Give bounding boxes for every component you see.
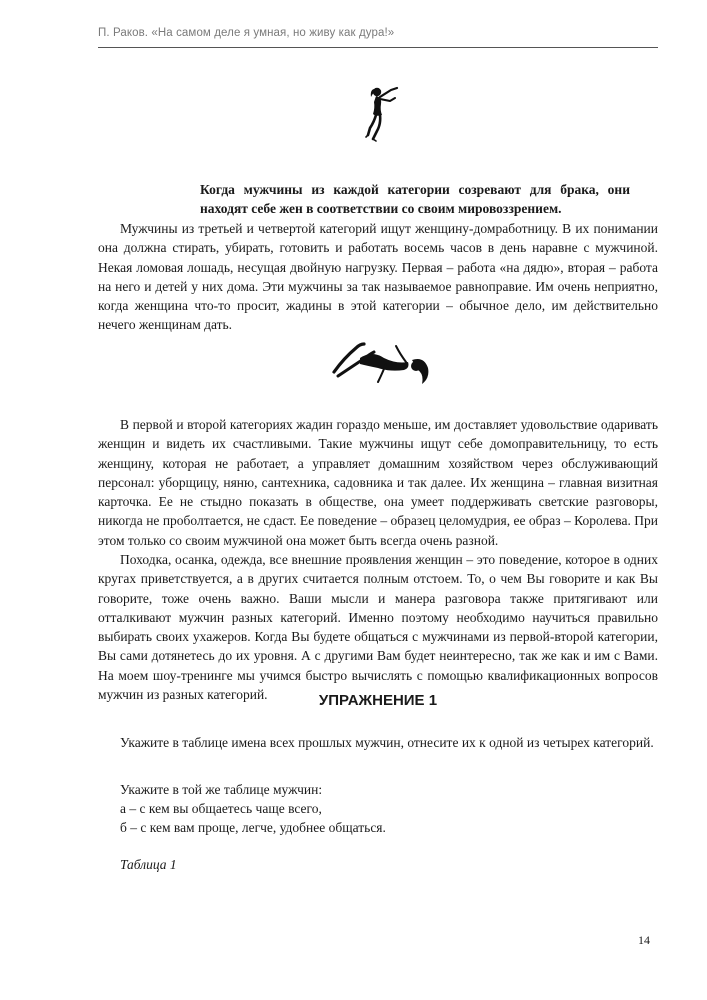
paragraph-1: Мужчины из третьей и четвертой категорий ищут женщину-домработницу. В их понимании она должна стирать, убирать, готовить и работать восемь часов в день наравне с мужчиной. Некая ломовая лошадь, несущая двойную нагрузку. Первая – работа «на дядю», вторая – работа на него и детей у них дома. Эти мужчины за так называемое равноправие. Им очень неприятно, когда женщина что-то просит, жадины в этой категории – обычное дело, им действительно нечего женщинам дать. bbox=[98, 221, 658, 333]
epigraph: Когда мужчины из каждой категории созревают для брака, они находят себе жен в соответствии со своим мировоззрением. bbox=[200, 182, 630, 216]
paragraph-2: В первой и второй категориях жадин гораздо меньше, им доставляет удовольствие одаривать женщин и видеть их счастливыми. Такие мужчины ищут себе домоправительницу, то есть женщину, которая не работает, а управляет домашним хозяйством через обслуживающий персонал: уборщицу, няню, сантехника, садовника и так далее. Их женщина – главная визитная карточка. Ее не стыдно показать в обществе, она умеет поддерживать светские разговоры, никогда не проболтается, не сдаст. Ее поведение – образец целомудрия, ее образ – Королева. При этом только со своим мужчиной она может быть всегда очень разной. bbox=[98, 417, 658, 548]
exercise-instruction: Укажите в таблице имена всех прошлых мужчин, отнесите их к одной из четырех категорий. bbox=[120, 735, 654, 750]
page-number: 14 bbox=[638, 933, 650, 947]
exercise-list-item-b: б – с кем вам проще, легче, удобнее общаться. bbox=[120, 820, 386, 835]
reclining-woman-silhouette-icon bbox=[330, 338, 434, 388]
exercise-title: УПРАЖНЕНИЕ 1 bbox=[318, 692, 438, 709]
running-header: П. Раков. «На самом деле я умная, но живу как дура!» bbox=[98, 27, 395, 39]
paragraph-3: Походка, осанка, одежда, все внешние проявления женщин – это поведение, которое в одних кругах приветствуется, а в других считается полным отстоем. То, о чем Вы говорите и как Вы говорите, тоже очень важно. Ваши мысли и манера разговора также притягивают или отталкивают мужчин разных категорий. Именно поэтому необходимо научиться правильно выбирать своих ухажеров. Когда Вы будете общаться с мужчинами из первой-второй категории, Вы сами дотянетесь до их уровня. А с другими Вам будет неинтересно, так же как и им с Вами. На моем шоу-тренинге мы учимся быстро вычислять с помощью квалификационных вопросов мужчин из разных категорий. bbox=[98, 552, 658, 703]
dancing-woman-silhouette-icon bbox=[360, 84, 404, 144]
exercise-list-intro: Укажите в той же таблице мужчин: bbox=[120, 782, 323, 797]
exercise-list-item-a: а – с кем вы общаетесь чаще всего, bbox=[120, 801, 322, 816]
header-rule bbox=[98, 47, 658, 48]
table-caption: Таблица 1 bbox=[120, 857, 177, 872]
